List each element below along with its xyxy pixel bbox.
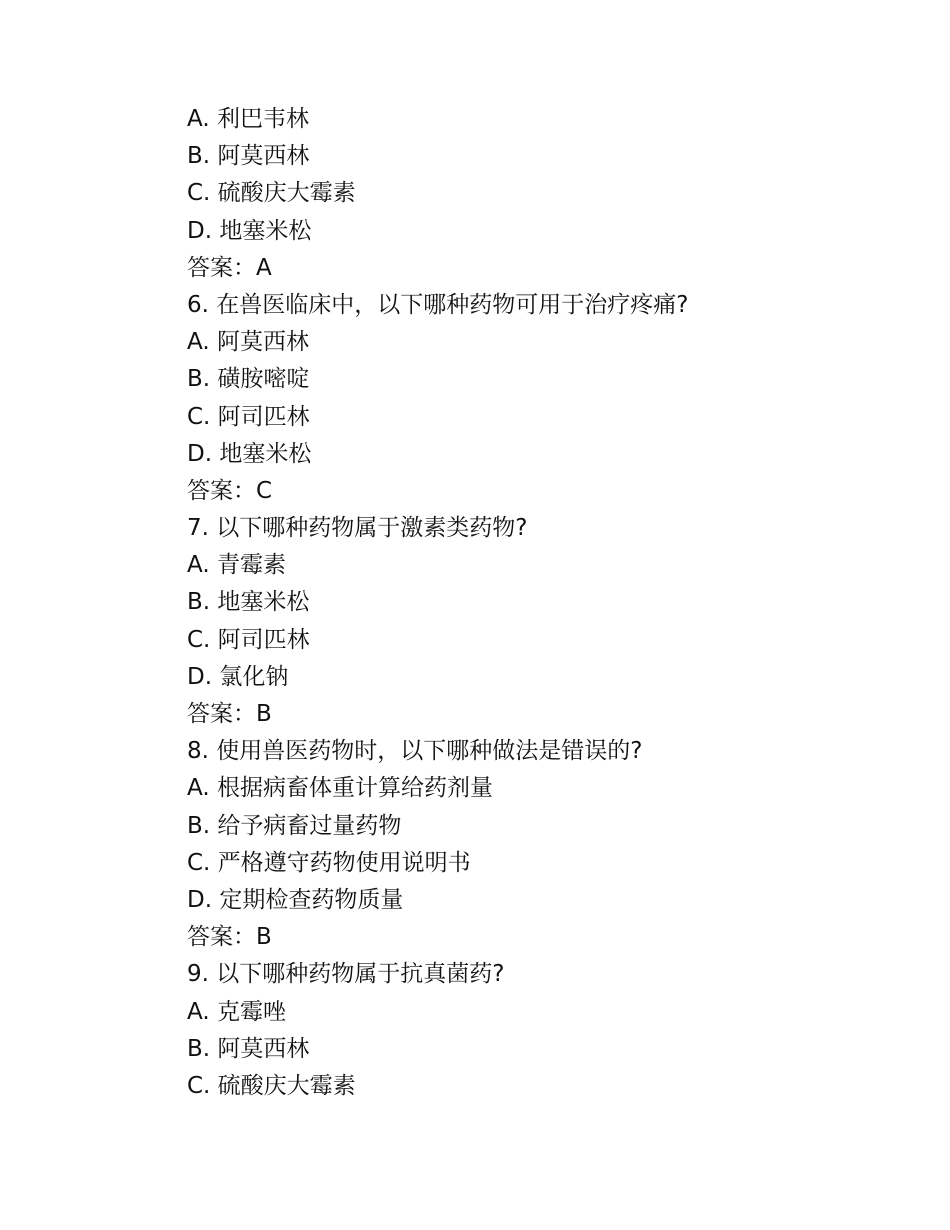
answer-line: 答案：C bbox=[187, 477, 273, 504]
option-line: A. 青霉素 bbox=[187, 552, 286, 579]
answer-line: 答案：A bbox=[187, 254, 272, 281]
option-line: A. 阿莫西林 bbox=[187, 329, 309, 356]
option-line: D. 氯化钠 bbox=[187, 663, 289, 690]
option-line: C. 硫酸庆大霉素 bbox=[187, 180, 356, 207]
option-line: B. 磺胺嘧啶 bbox=[187, 366, 310, 393]
option-line: C. 阿司匹林 bbox=[187, 626, 310, 653]
question-9: 9. 以下哪种药物属于抗真菌药? bbox=[187, 961, 505, 988]
option-line: B. 阿莫西林 bbox=[187, 1035, 310, 1062]
option-line: C. 严格遵守药物使用说明书 bbox=[187, 849, 471, 876]
option-line: A. 根据病畜体重计算给药剂量 bbox=[187, 775, 493, 802]
option-line: B. 给予病畜过量药物 bbox=[187, 812, 402, 839]
question-7: 7. 以下哪种药物属于激素类药物? bbox=[187, 515, 528, 542]
option-line: B. 阿莫西林 bbox=[187, 143, 310, 170]
question-8: 8. 使用兽医药物时，以下哪种做法是错误的? bbox=[187, 738, 643, 765]
option-line: A. 利巴韦林 bbox=[187, 106, 309, 132]
question-6: 6. 在兽医临床中，以下哪种药物可用于治疗疼痛? bbox=[187, 291, 689, 318]
option-line: A. 克霉唑 bbox=[187, 998, 286, 1025]
option-line: C. 硫酸庆大霉素 bbox=[187, 1072, 356, 1099]
document-body bbox=[187, 101, 887, 1105]
option-line: B. 地塞米松 bbox=[187, 589, 310, 616]
option-line: D. 地塞米松 bbox=[187, 217, 312, 244]
option-line: D. 定期检查药物质量 bbox=[187, 886, 404, 913]
option-line: C. 阿司匹林 bbox=[187, 403, 310, 430]
answer-line: 答案：B bbox=[187, 924, 272, 951]
answer-line: 答案：B bbox=[187, 701, 272, 727]
option-line: D. 地塞米松 bbox=[187, 440, 312, 467]
